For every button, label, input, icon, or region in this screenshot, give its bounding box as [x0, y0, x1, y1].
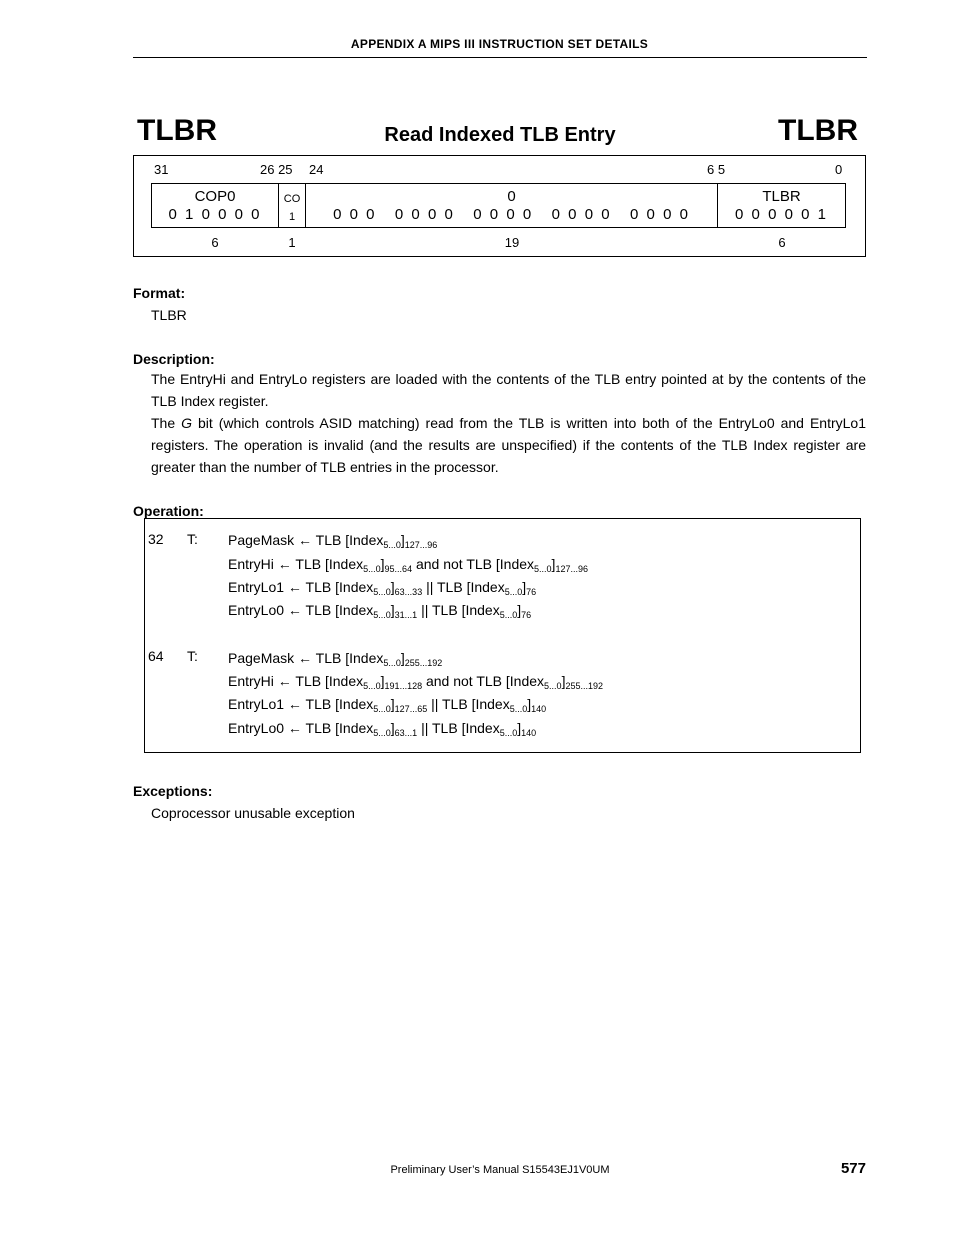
- operation-heading: Operation:: [133, 503, 204, 519]
- field-zero-bits: 0 0 0 0 0 0 0 0 0 0 0 0 0 0 0 0 0 0 0: [333, 206, 690, 223]
- field-co-name: CO: [283, 193, 301, 205]
- footer-manual-id: Preliminary User’s Manual S15543EJ1V0UM: [390, 1164, 610, 1176]
- op-line-64-pagemask: PageMask ← TLB $[Index_{5...0}]_{255...192}$: [228, 650, 443, 668]
- op-stage-32: T:: [187, 531, 198, 547]
- field-cop0-bits: 0 1 0 0 0 0: [168, 206, 262, 223]
- bit-number-24: 24: [309, 162, 324, 177]
- page-number: 577: [840, 1160, 866, 1177]
- bit-number-6-5: 6 5: [707, 162, 726, 177]
- exceptions-heading: Exceptions:: [133, 783, 213, 799]
- op-line-64-entryhi: EntryHi ← TLB $[Index_{5...0}]_{191...128}$ and not TLB $[Index_{5...0}]_{255...192}$: [228, 673, 603, 691]
- op-mode-32: 32: [148, 531, 164, 547]
- op-line-64-entrylo1: EntryLo1 ← TLB $[Index_{5...0}]_{127...65}$ || TLB $[Index_{5...0}]_{140}$: [228, 696, 547, 714]
- para-2-rest: bit (which controls ASID matching) read from the TLB is written into both of the EntryLo0 and EntryLo1 registers. The operation is invalid (and the results are unspecified) if the contents of the TLB Index register are greater than the number of TLB entries in the processor.: [151, 415, 866, 475]
- op-mode-64: 64: [148, 648, 164, 664]
- field-co-bits: 1: [288, 211, 296, 223]
- field-tlbr-bits: 0 0 0 0 0 1: [735, 206, 828, 223]
- g-bit-italic: G: [181, 415, 192, 431]
- op-line-32-pagemask: PageMask ← TLB $[Index_{5...0}]_{127...96}$: [228, 532, 438, 550]
- field-zero-name: 0: [507, 188, 516, 205]
- description-para-2: [151, 412, 866, 478]
- field-zero: [305, 183, 718, 228]
- bit-number-0: 0: [835, 162, 843, 177]
- exceptions-text: Coprocessor unusable exception: [151, 805, 355, 821]
- op-stage-64: T:: [187, 648, 198, 664]
- operation-box: [144, 518, 861, 753]
- header-rule: [133, 57, 867, 58]
- running-header: APPENDIX A MIPS III INSTRUCTION SET DETAILS: [350, 37, 649, 51]
- field-tlbr-name: TLBR: [762, 188, 801, 205]
- mnemonic-right: TLBR: [778, 114, 858, 147]
- field-cop0: [151, 183, 279, 228]
- field-cop0-name: COP0: [194, 188, 236, 205]
- description-para-1: The EntryHi and EntryLo registers are loaded with the contents of the TLB entry pointed at by the contents of the TLB Index register.: [151, 371, 866, 409]
- field-width-co: 1: [288, 235, 296, 250]
- field-tlbr: [717, 183, 846, 228]
- format-heading: Format:: [133, 285, 186, 301]
- field-width-zero: 19: [504, 235, 520, 250]
- mnemonic-left: TLBR: [137, 114, 217, 147]
- field-width-cop0: 6: [211, 235, 219, 250]
- description-heading: Description:: [133, 351, 215, 367]
- op-line-32-entryhi: EntryHi ← TLB $[Index_{5...0}]_{95...64}$ and not TLB $[Index_{5...0}]_{127...96}$: [228, 556, 588, 574]
- format-text: TLBR: [151, 307, 187, 323]
- field-co: [278, 183, 306, 228]
- para-2-prefix: The: [151, 415, 182, 431]
- page-title: Read Indexed TLB Entry: [384, 124, 616, 146]
- bit-number-31: 31: [154, 162, 169, 177]
- field-width-tlbr: 6: [778, 235, 786, 250]
- op-line-64-entrylo0: EntryLo0 ← TLB $[Index_{5...0}]_{63...1}$ || TLB $[Index_{5...0}]_{140}$: [228, 720, 537, 738]
- bit-number-26-25: 26 25: [260, 162, 293, 177]
- op-line-32-entrylo0: EntryLo0 ← TLB $[Index_{5...0}]_{31...1}$ || TLB $[Index_{5...0}]_{76}$: [228, 602, 532, 620]
- op-line-32-entrylo1: EntryLo1 ← TLB $[Index_{5...0}]_{63...33}$ || TLB $[Index_{5...0}]_{76}$: [228, 579, 537, 597]
